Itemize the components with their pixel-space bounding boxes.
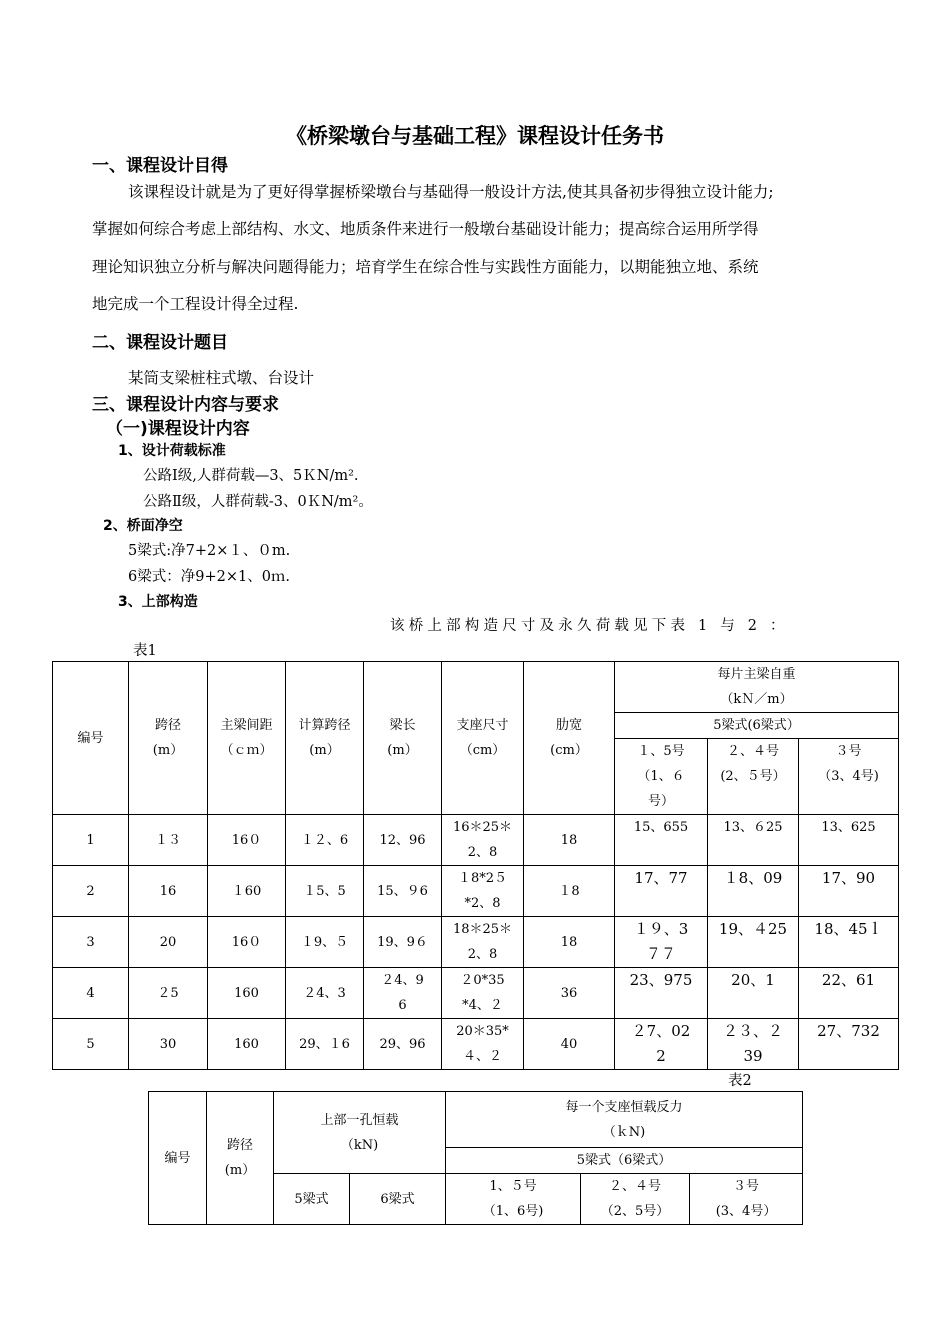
section2-text: 某筒支梁桩柱式墩、台设计 — [128, 369, 315, 387]
t1-cell-spacing: 160 — [208, 1019, 286, 1070]
t2-header-dead-load: 上部一孔恒载 （kN) — [274, 1092, 446, 1174]
t1-header-rib: 肋宽 (cm） — [524, 662, 615, 815]
t1-cell-bearing: 16＊25＊ 2、8 — [442, 815, 524, 866]
t1-header-no: 编号 — [53, 662, 129, 815]
t2-header-girder-3: ３号 (3、4号） — [690, 1174, 803, 1225]
t1-cell-spacing: 160 — [208, 968, 286, 1019]
t1-cell-no: 4 — [53, 968, 129, 1019]
t1-cell-weight-1-5: 17、77 — [615, 866, 708, 917]
t1-cell-weight-1-5: １９、3 ７７ — [615, 917, 708, 968]
t1-cell-span: 30 — [129, 1019, 208, 1070]
t1-cell-weight-2-4: 20、1 — [708, 968, 799, 1019]
table-row — [53, 866, 899, 917]
t1-header-length: 梁长 (m） — [364, 662, 442, 815]
section1-line-4: 地完成一个工程设计得全过程. — [92, 295, 299, 313]
t1-cell-weight-1-5: ２7、02 2 — [615, 1019, 708, 1070]
t1-cell-rib: 18 — [524, 815, 615, 866]
t1-header-girder-2-4: ２、４号 (2、５号） — [708, 739, 799, 815]
t1-cell-rib: 36 — [524, 968, 615, 1019]
t1-header-spacing: 主梁间距 （ｃｍ） — [208, 662, 286, 815]
table-row — [53, 815, 899, 866]
t1-cell-weight-2-4: １8、09 — [708, 866, 799, 917]
t1-cell-no: 5 — [53, 1019, 129, 1070]
t1-cell-weight-2-4: ２３、２ 39 — [708, 1019, 799, 1070]
t2-header-beam-type: 5梁式（6梁式） — [446, 1148, 803, 1174]
t1-cell-weight-3: 22、61 — [799, 968, 899, 1019]
t1-cell-length: 19、9６ — [364, 917, 442, 968]
t1-cell-calc-span: １5、5 — [286, 866, 364, 917]
t1-cell-rib: 18 — [524, 917, 615, 968]
t1-cell-calc-span: １２、6 — [286, 815, 364, 866]
item3-heading: 3、上部构造 — [118, 594, 198, 610]
t1-cell-bearing: 20＊35* ４、２ — [442, 1019, 524, 1070]
section3-heading: 三、课程设计内容与要求 — [92, 395, 279, 415]
item1-line-2: 公路Ⅱ级，人群荷载-3、0ＫN/m²。 — [143, 494, 373, 510]
t1-cell-calc-span: １9、５ — [286, 917, 364, 968]
t1-cell-weight-2-4: 13、６25 — [708, 815, 799, 866]
section3-sub-heading: （一)课程设计内容 — [106, 419, 250, 439]
t2-header-girder-1-5: 1、５号 （1、6号) — [446, 1174, 581, 1225]
t1-cell-weight-2-4: 19、４25 — [708, 917, 799, 968]
t1-cell-no: 1 — [53, 815, 129, 866]
t1-cell-length: ２4、9 6 — [364, 968, 442, 1019]
t1-cell-spacing: 16０ — [208, 815, 286, 866]
t1-cell-rib: 40 — [524, 1019, 615, 1070]
t1-cell-no: 3 — [53, 917, 129, 968]
table2-caption: 表2 — [728, 1073, 752, 1089]
t2-header-six-beam: 6梁式 — [350, 1174, 446, 1225]
t1-cell-weight-3: 17、90 — [799, 866, 899, 917]
t1-cell-span: ２5 — [129, 968, 208, 1019]
t2-header-five-beam: 5梁式 — [274, 1174, 350, 1225]
t1-cell-bearing: １8*2５ *2、8 — [442, 866, 524, 917]
t1-header-bearing: 支座尺寸 （cm） — [442, 662, 524, 815]
t1-cell-bearing: 18＊25＊ 2、8 — [442, 917, 524, 968]
t1-cell-length: 29、96 — [364, 1019, 442, 1070]
t1-header-self-weight: 每片主梁自重 （kＮ／m） — [615, 662, 899, 713]
section2-heading: 二、课程设计题目 — [92, 333, 228, 353]
t1-cell-weight-3: 27、732 — [799, 1019, 899, 1070]
t1-header-girder-1-5: １、5号 （1、６ 号） — [615, 739, 708, 815]
t1-cell-weight-3: 18、45ｌ — [799, 917, 899, 968]
table2 — [148, 1091, 803, 1225]
t1-header-beam-type: 5梁式(6梁式） — [615, 713, 899, 739]
section1-line-1: 该课程设计就是为了更好得掌握桥梁墩台与基础得一般设计方法,使其具备初步得独立设计能力; — [128, 183, 774, 201]
table-row — [53, 917, 899, 968]
t1-cell-no: 2 — [53, 866, 129, 917]
table1 — [52, 661, 899, 1070]
item2-heading: 2、桥面净空 — [103, 518, 183, 534]
item1-heading: 1、设计荷载标准 — [118, 443, 226, 459]
t1-cell-calc-span: 29、１6 — [286, 1019, 364, 1070]
t1-cell-weight-3: 13、625 — [799, 815, 899, 866]
table-row — [53, 968, 899, 1019]
t1-cell-spacing: 16０ — [208, 917, 286, 968]
page-title: 《桥梁墩台与基础工程》课程设计任务书 — [286, 124, 664, 148]
section1-heading: 一、课程设计目得 — [92, 156, 228, 176]
t2-header-reaction: 每一个支座恒载反力 （ｋN) — [446, 1092, 803, 1148]
t1-cell-calc-span: ２4、3 — [286, 968, 364, 1019]
t1-cell-bearing: ２0*35 *4、２ — [442, 968, 524, 1019]
t1-header-girder-3: ３号 （3、4号) — [799, 739, 899, 815]
t2-header-girder-2-4: ２、４号 （2、5号） — [581, 1174, 690, 1225]
t1-cell-spacing: １60 — [208, 866, 286, 917]
table-row — [53, 1019, 899, 1070]
item1-line-1: 公路Ⅰ级,人群荷载—3、5ＫN/m². — [143, 468, 359, 484]
t1-cell-length: 12、96 — [364, 815, 442, 866]
item2-line-2: 6梁式：净9+2×1、0ｍ. — [128, 569, 291, 585]
t1-cell-weight-1-5: 15、655 — [615, 815, 708, 866]
t1-header-span: 跨径 (m） — [129, 662, 208, 815]
table1-caption: 表1 — [133, 643, 157, 659]
section1-line-3: 理论知识独立分析与解决问题得能力；培育学生在综合性与实践性方面能力，以期能独立地、系统 — [92, 258, 759, 276]
t1-cell-rib: １8 — [524, 866, 615, 917]
item3-intro: 该桥上部构造尺寸及永久荷载见下表 1 与 2 ： — [390, 618, 789, 634]
t1-cell-span: 20 — [129, 917, 208, 968]
t1-cell-weight-1-5: 23、975 — [615, 968, 708, 1019]
t1-cell-length: 15、９6 — [364, 866, 442, 917]
item2-line-1: 5梁式:净7+2×１、０m. — [128, 543, 291, 559]
t1-header-calc-span: 计算跨径 (m） — [286, 662, 364, 815]
t1-cell-span: 16 — [129, 866, 208, 917]
t2-header-no: 编号 — [149, 1092, 207, 1225]
t2-header-span: 跨径 (m） — [207, 1092, 274, 1225]
section1-line-2: 掌握如何综合考虑上部结构、水文、地质条件来进行一般墩台基础设计能力；提高综合运用所学得 — [92, 220, 759, 238]
t1-cell-span: １３ — [129, 815, 208, 866]
